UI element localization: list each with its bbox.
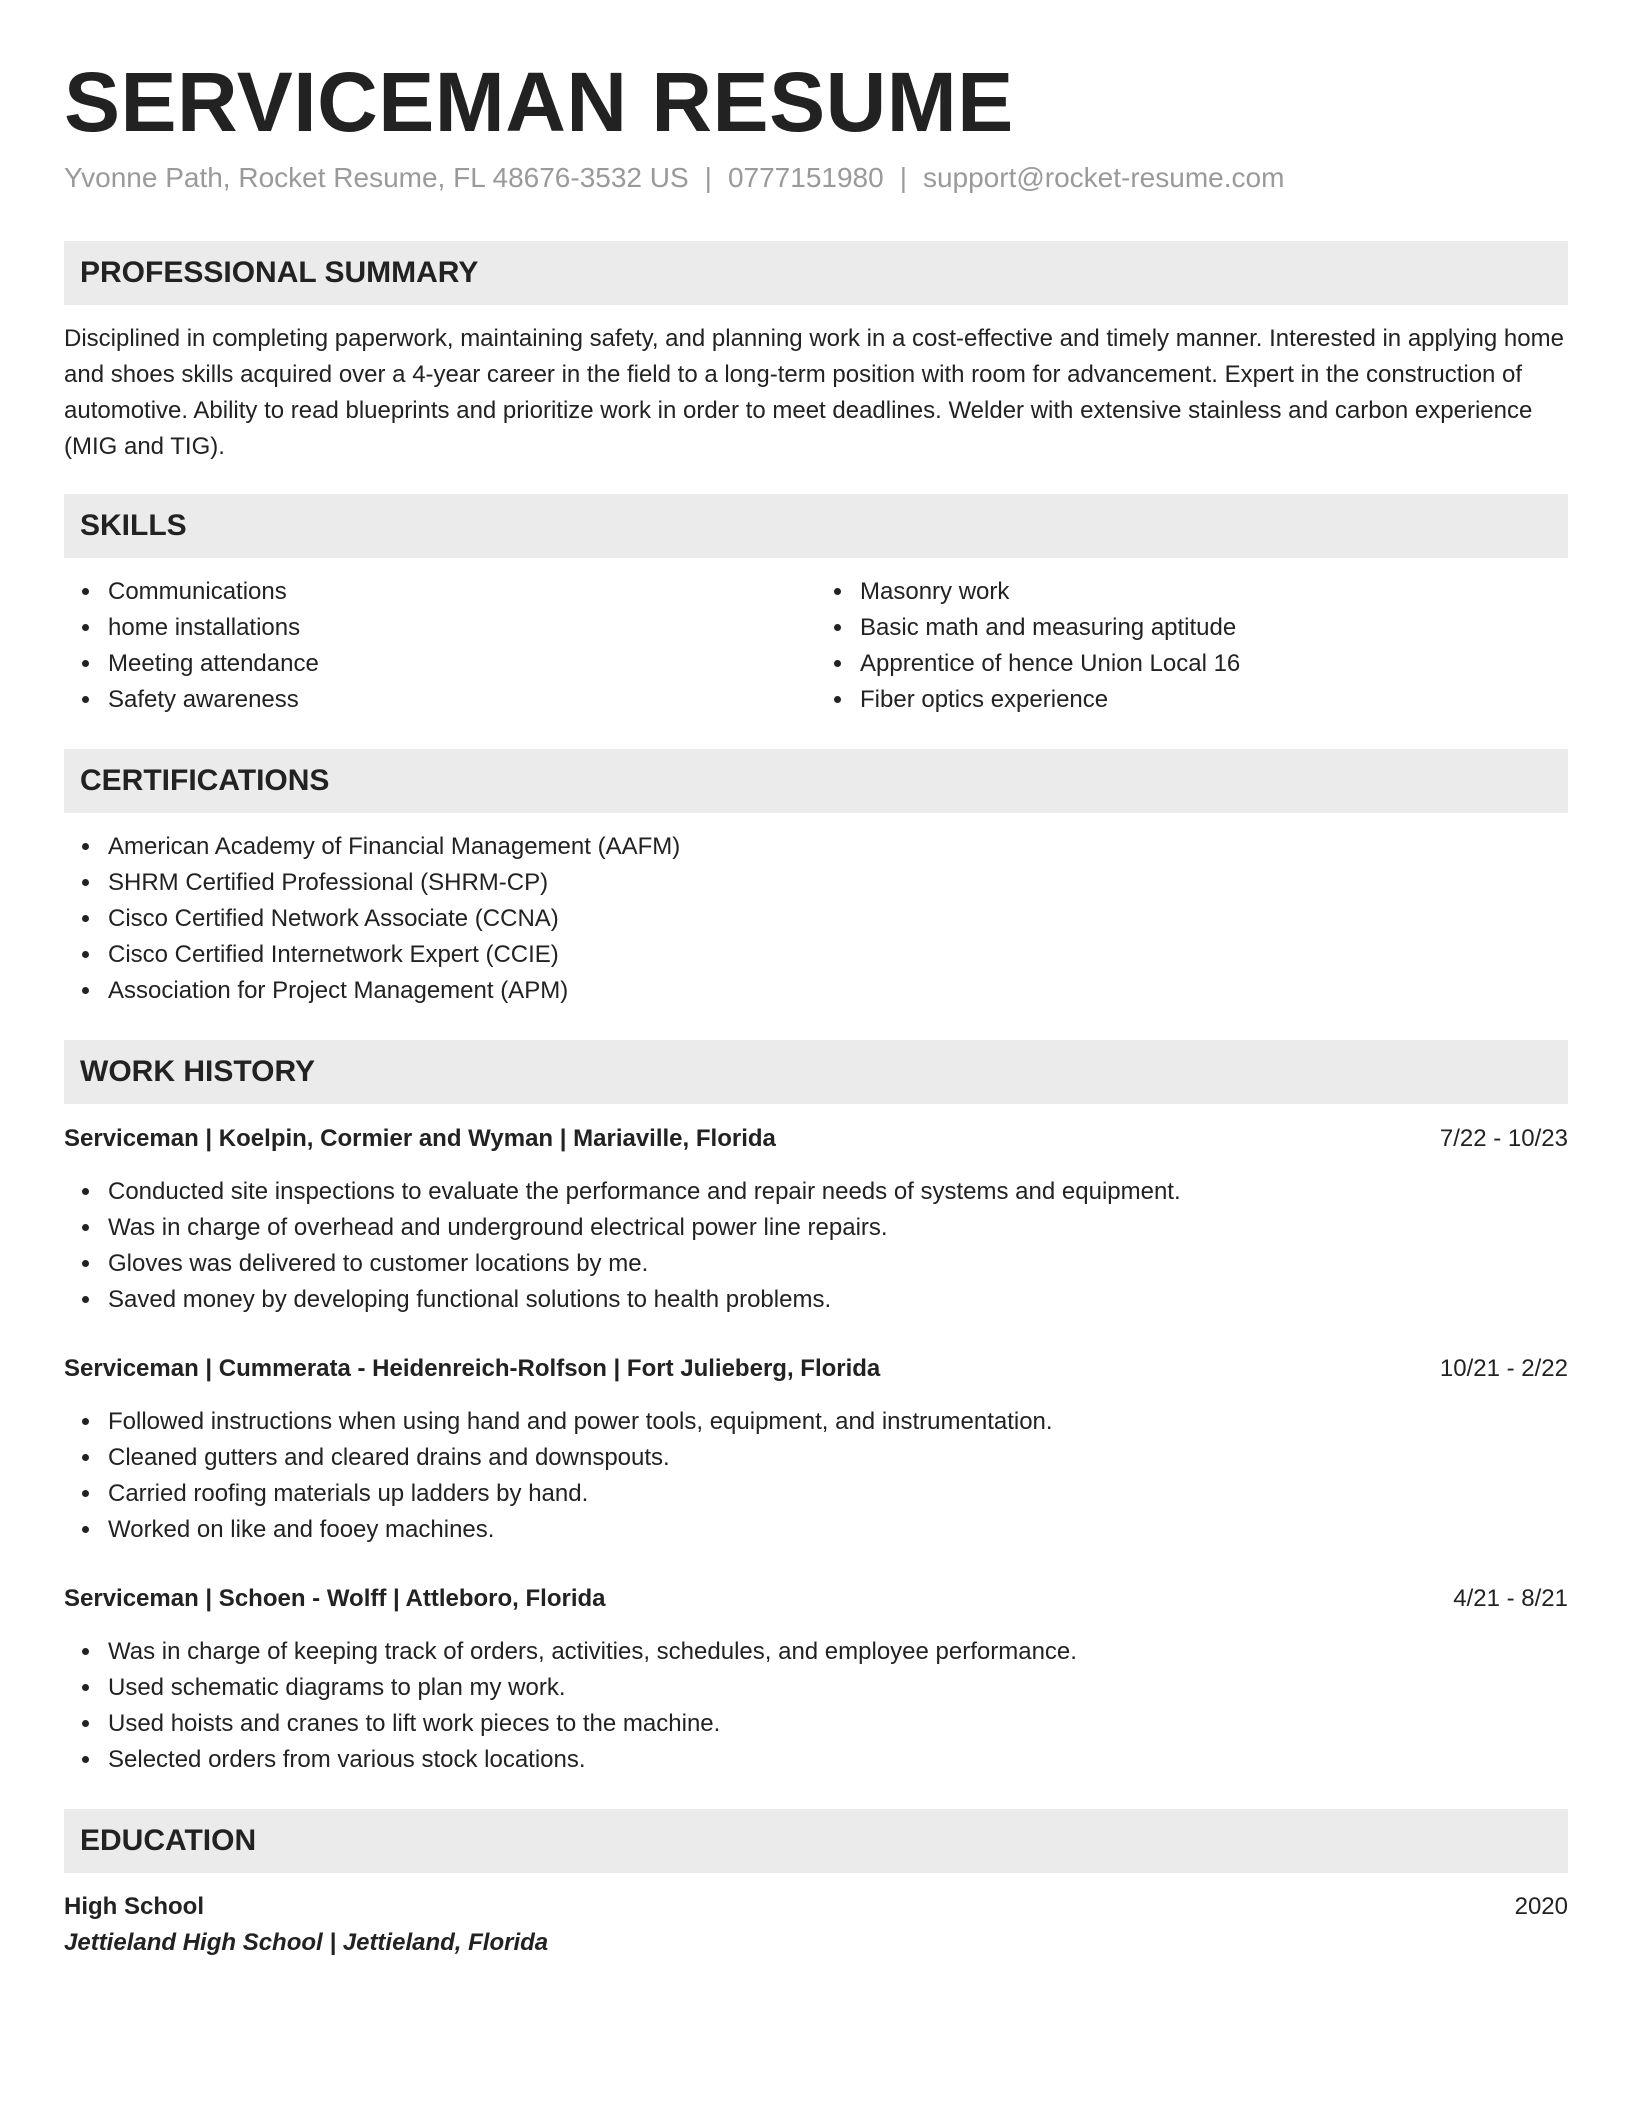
section-header-summary xyxy=(64,241,1568,305)
certification-item: Cisco Certified Internetwork Expert (CCIE) xyxy=(108,937,1568,973)
job-header xyxy=(64,1351,1568,1387)
section-heading: WORK HISTORY xyxy=(80,1055,316,1088)
certifications-list xyxy=(64,829,1568,1009)
skill-item: Meeting attendance xyxy=(108,646,816,682)
section-heading: SKILLS xyxy=(80,509,187,542)
job-title: Serviceman | Schoen - Wolff | Attleboro, Florida xyxy=(64,1585,606,1612)
contact-phone: 0777151980 xyxy=(727,162,884,193)
job-entry xyxy=(64,1121,1568,1318)
skill-item: Communications xyxy=(108,574,816,610)
job-bullet: Cleaned gutters and cleared drains and downspouts. xyxy=(108,1440,1568,1476)
education-year: 2020 xyxy=(1514,1893,1568,1920)
job-header xyxy=(64,1581,1568,1617)
education-degree: High School xyxy=(64,1893,204,1920)
section-heading: PROFESSIONAL SUMMARY xyxy=(80,256,479,289)
job-bullet: Carried roofing materials up ladders by hand. xyxy=(108,1476,1568,1512)
job-bullets xyxy=(64,1174,1568,1318)
summary-text: Disciplined in completing paperwork, maintaining safety, and planning work in a cost-effective and timely manner. Interested in applying home and shoes skills acquired over a 4-year career in the field to a long-term position with room for advancement. Expert in the construction of automotive. Ability to read blueprints and prioritize work in order to meet deadlines. Welder with extensive stainless and carbon experience (MIG and TIG). xyxy=(64,325,1564,460)
job-bullet: Used hoists and cranes to lift work pieces to the machine. xyxy=(108,1706,1568,1742)
job-title: Serviceman | Koelpin, Cormier and Wyman | Mariaville, Florida xyxy=(64,1125,776,1152)
job-bullet: Worked on like and fooey machines. xyxy=(108,1512,1568,1548)
certification-item: Cisco Certified Network Associate (CCNA) xyxy=(108,901,1568,937)
resume-title: SERVICEMAN RESUME xyxy=(64,55,1014,149)
certification-item: SHRM Certified Professional (SHRM-CP) xyxy=(108,865,1568,901)
job-bullet: Conducted site inspections to evaluate the performance and repair needs of systems and equipment. xyxy=(108,1174,1568,1210)
education-school: Jettieland High School | Jettieland, Florida xyxy=(64,1929,549,1956)
job-bullet: Saved money by developing functional solutions to health problems. xyxy=(108,1282,1568,1318)
skills-list-left xyxy=(64,574,816,718)
job-bullets xyxy=(64,1634,1568,1778)
contact-line xyxy=(64,160,1568,196)
job-bullet: Gloves was delivered to customer locations by me. xyxy=(108,1246,1568,1282)
job-entry xyxy=(64,1581,1568,1778)
certification-item: American Academy of Financial Management (AAFM) xyxy=(108,829,1568,865)
contact-separator: | xyxy=(704,162,712,193)
skill-item: home installations xyxy=(108,610,816,646)
job-bullet: Was in charge of overhead and underground electrical power line repairs. xyxy=(108,1210,1568,1246)
section-header-education xyxy=(64,1809,1568,1873)
skill-item: Basic math and measuring aptitude xyxy=(860,610,1568,646)
skills-list-right xyxy=(816,574,1568,718)
skill-item: Fiber optics experience xyxy=(860,682,1568,718)
job-bullets xyxy=(64,1404,1568,1548)
contact-address: Yvonne Path, Rocket Resume, FL 48676-3532 US xyxy=(64,162,689,193)
section-header-certifications xyxy=(64,749,1568,813)
section-heading: EDUCATION xyxy=(80,1824,257,1857)
job-title: Serviceman | Cummerata - Heidenreich-Rolfson | Fort Julieberg, Florida xyxy=(64,1355,881,1382)
job-bullet: Was in charge of keeping track of orders, activities, schedules, and employee performance. xyxy=(108,1634,1568,1670)
job-dates: 4/21 - 8/21 xyxy=(1453,1585,1568,1612)
section-header-skills xyxy=(64,494,1568,558)
job-bullet: Used schematic diagrams to plan my work. xyxy=(108,1670,1568,1706)
job-dates: 7/22 - 10/23 xyxy=(1439,1125,1568,1152)
contact-separator: | xyxy=(899,162,907,193)
skills-grid xyxy=(64,574,1568,718)
job-bullet: Selected orders from various stock locations. xyxy=(108,1742,1568,1778)
education-header xyxy=(64,1889,1568,1925)
job-header xyxy=(64,1121,1568,1157)
job-bullet: Followed instructions when using hand and power tools, equipment, and instrumentation. xyxy=(108,1404,1568,1440)
job-entry xyxy=(64,1351,1568,1548)
contact-email: support@rocket-resume.com xyxy=(922,162,1285,193)
certification-item: Association for Project Management (APM) xyxy=(108,973,1568,1009)
skill-item: Apprentice of hence Union Local 16 xyxy=(860,646,1568,682)
skill-item: Masonry work xyxy=(860,574,1568,610)
skill-item: Safety awareness xyxy=(108,682,816,718)
section-heading: CERTIFICATIONS xyxy=(80,764,330,797)
job-dates: 10/21 - 2/22 xyxy=(1439,1355,1568,1382)
section-header-work-history xyxy=(64,1040,1568,1104)
